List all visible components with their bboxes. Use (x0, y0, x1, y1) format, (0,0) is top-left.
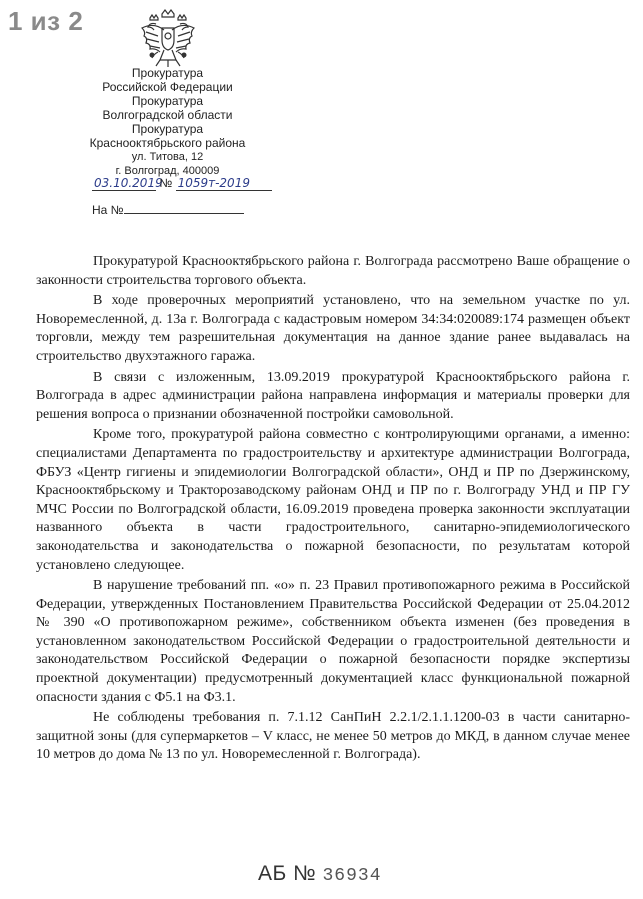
letterhead-line: Волгоградской области (102, 108, 233, 122)
stamp-series: АБ № (258, 862, 317, 885)
number-label: № (159, 176, 173, 190)
coat-of-arms-icon (138, 8, 198, 70)
registration-date: 03.10.2019 (94, 176, 163, 190)
paragraph: В нарушение требований пп. «о» п. 23 Правил противопожарного режима в Российской Федерации, утвержденных Постановлением Правительства Российской Федерации от 25.04.2012 № 390 «О противопожарном режиме», собственником объекта изменен (без проведения в установленном законодательством Российской Федерации о градостроительной деятельности и законодательством Российской Федерации о пожарной безопасности порядке экспертизы проектной документации) предусмотренный документацией класс функциональной пожарной опасности здания с Ф5.1 на Ф3.1. (36, 578, 630, 705)
letterhead-line: Краснооктябрьского района (89, 136, 246, 150)
paragraph: В связи с изложенным, 13.09.2019 прокуратурой Краснооктябрьского района г. Волгограда в адрес администрации района направлена информация и материалы проверки для решения вопроса о признании обозначенной постройки самовольной. (36, 369, 630, 422)
paragraph: В ходе проверочных мероприятий установлено, что на земельном участке по ул. Новоремесленной, д. 13а г. Волгограда с кадастровым номером 34:34:020089:174 размещен объект торговли, между тем разрешительная документация на данное здание ранее выдавалась на строительство двухэтажного гаража. (36, 293, 630, 364)
paragraph: Кроме того, прокуратурой района совместно с контролирующими органами, а именно: специалистами Департамента по градостроительству и архитектуре администрации Волгограда, ФБУЗ «Центр гигиены и эпидемиологии Волгоградской области», ОНД и ПР по Дзержинскому, Краснооктябрьскому и Тракторозаводскому районам ОНД и ПР по г. Волгограду УНД и ПР ГУ МЧС России по Волгоградской области, 16.09.2019 проведена проверка законности эксплуатации названного объекта в части градостроительного, санитарно-эпидемиологического законодательства и законодательства о пожарной безопасности, по результатам которой установлено следующее. (36, 427, 630, 573)
reply-blank (124, 202, 244, 214)
letterhead (70, 66, 265, 178)
address-street: ул. Титова, 12 (131, 151, 204, 163)
paragraph: Прокуратурой Краснооктябрьского района г. Волгограда рассмотрено Ваше обращение о законности строительства торгового объекта. (36, 254, 630, 288)
registration-number: 1059т-2019 (176, 176, 272, 191)
form-serial-stamp (258, 862, 382, 886)
letter-body (36, 253, 630, 767)
page-counter: 1 из 2 (8, 6, 84, 36)
reply-line (92, 202, 332, 217)
letterhead-line: Прокуратура (131, 122, 204, 136)
reply-label: На № (92, 203, 124, 217)
address-city: г. Волгоград, 400009 (115, 165, 220, 177)
stamp-number: 36934 (322, 866, 382, 886)
paragraph: Не соблюдены требования п. 7.1.12 СанПиН 2.2.1/2.1.1.1200-03 в части санитарно-защитной зоны (для супермаркетов – V класс, не менее 50 метров до МКД, в данном случае менее 10 метров до дома № 13 по ул. Новоремесленной г. Волгограда). (36, 710, 630, 763)
letterhead-line: Прокуратура (131, 94, 204, 108)
letterhead-line: Прокуратура (131, 66, 204, 80)
registration-line (92, 176, 332, 191)
letterhead-line: Российской Федерации (102, 80, 233, 94)
